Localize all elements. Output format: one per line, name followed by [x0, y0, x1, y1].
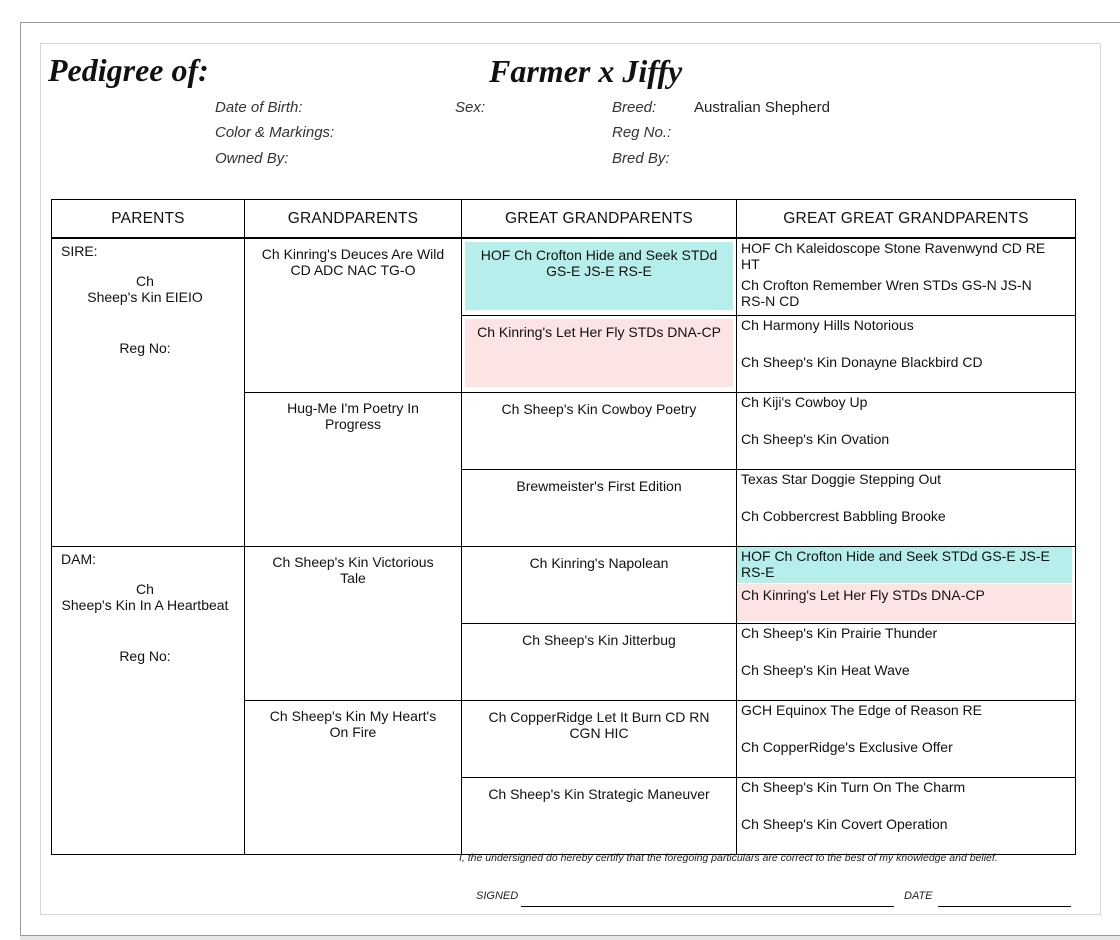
great-grandparent-cell	[462, 238, 737, 316]
great-great-grandparent-name: Ch Crofton Remember Wren STDs GS-N JS-N RS-N CD	[741, 277, 1032, 309]
great-great-grandparent-name: Ch Sheep's Kin Ovation	[741, 431, 890, 447]
great-great-grandparent-name: HOF Ch Kaleidoscope Stone Ravenwynd CD RE HT	[741, 240, 1046, 272]
column-header-grandparents: GRANDPARENTS	[245, 200, 462, 239]
great-great-grandparent-name: Ch Sheep's Kin Prairie Thunder	[741, 625, 938, 641]
great-great-grandparent-name: Ch Harmony Hills Notorious	[741, 317, 914, 333]
dam-title: Ch	[136, 581, 154, 597]
sire-name: Sheep's Kin EIEIO	[87, 289, 203, 305]
sire-title: Ch	[136, 273, 154, 289]
color-markings-label: Color & Markings:	[215, 124, 335, 141]
dob-label: Date of Birth:	[215, 99, 303, 116]
great-grandparent-cell	[462, 701, 737, 778]
column-header-row	[52, 200, 1076, 239]
great-great-grandparent-name: Texas Star Doggie Stepping Out	[741, 471, 942, 487]
great-great-grandparent-cell	[737, 701, 1076, 778]
signed-label: SIGNED	[476, 890, 519, 902]
great-great-grandparent-cell	[737, 393, 1076, 470]
pedigree-label: Pedigree of:	[48, 52, 209, 88]
grandparent-cell: Ch Sheep's Kin Victorious Tale	[245, 547, 462, 701]
great-great-grandparent-name: Ch Cobbercrest Babbling Brooke	[741, 508, 946, 524]
great-grandparent-cell	[462, 470, 737, 547]
dam-name: Sheep's Kin In A Heartbeat	[61, 597, 229, 613]
dam-cell	[52, 547, 245, 855]
breed-label: Breed:	[612, 99, 657, 116]
grandparent-cell: Ch Sheep's Kin My Heart's On Fire	[245, 701, 462, 855]
great-great-grandparent-cell	[737, 238, 1076, 316]
breed-value: Australian Shepherd	[694, 99, 830, 116]
column-header-parents: PARENTS	[52, 200, 245, 239]
great-grandparent-name: Brewmeister's First Edition	[516, 478, 682, 494]
great-great-grandparent-name: Ch Kinring's Let Her Fly STDs DNA-CP	[741, 587, 985, 603]
sire-role-label: SIRE:	[61, 243, 98, 259]
sex-label: Sex:	[455, 99, 486, 116]
dam-reg-label: Reg No:	[119, 648, 171, 664]
great-grandparent-cell	[462, 316, 737, 393]
date-line[interactable]	[938, 906, 1071, 907]
date-label: DATE	[904, 890, 933, 902]
great-great-grandparent-name: HOF Ch Crofton Hide and Seek STDd GS-E JS-E RS-E	[741, 548, 1050, 580]
great-grandparent-name: Ch Sheep's Kin Cowboy Poetry	[501, 401, 697, 417]
bred-by-label: Bred By:	[612, 150, 670, 167]
sire-name-block	[52, 273, 238, 305]
great-grandparent-name: HOF Ch Crofton Hide and Seek STDd GS-E JS-E RS-E	[480, 247, 718, 279]
great-great-grandparent-cell	[737, 316, 1076, 393]
great-grandparent-name: Ch Sheep's Kin Strategic Maneuver	[488, 786, 710, 802]
viewport-bottom-edge	[20, 936, 1120, 940]
great-great-grandparent-name: Ch Kiji's Cowboy Up	[741, 394, 868, 410]
great-grandparent-name: Ch Kinring's Napolean	[529, 555, 669, 571]
great-grandparent-name: Ch Kinring's Let Her Fly STDs DNA-CP	[477, 324, 721, 340]
dam-name-block	[52, 581, 238, 613]
great-great-grandparent-cell	[737, 778, 1076, 855]
great-great-grandparent-name: GCH Equinox The Edge of Reason RE	[741, 702, 982, 718]
dog-name-title: Farmer x Jiffy	[489, 53, 683, 89]
great-great-grandparent-name: Ch Sheep's Kin Heat Wave	[741, 662, 910, 678]
certification-statement: I, the undersigned do hereby certify that the foregoing particulars are correct to the best of my knowledge and belief.	[459, 852, 998, 864]
sire-reg-label: Reg No:	[119, 340, 171, 356]
great-great-grandparent-cell	[737, 624, 1076, 701]
great-great-grandparent-name: Ch Sheep's Kin Turn On The Charm	[741, 779, 966, 795]
great-grandparent-cell	[462, 393, 737, 470]
great-great-grandparent-cell	[737, 470, 1076, 547]
column-header-great-grandparents: GREAT GRANDPARENTS	[462, 200, 737, 239]
great-grandparent-cell	[462, 778, 737, 855]
great-great-grandparent-name: Ch Sheep's Kin Donayne Blackbird CD	[741, 354, 983, 370]
pedigree-table	[51, 199, 1076, 855]
owned-by-label: Owned By:	[215, 150, 289, 167]
great-grandparent-cell	[462, 547, 737, 624]
great-great-grandparent-name: Ch Sheep's Kin Covert Operation	[741, 816, 948, 832]
dam-role-label: DAM:	[61, 551, 96, 567]
great-grandparent-name: Ch CopperRidge Let It Burn CD RN CGN HIC	[488, 709, 710, 741]
great-grandparent-cell	[462, 624, 737, 701]
great-grandparent-name: Ch Sheep's Kin Jitterbug	[522, 632, 676, 648]
reg-no-label: Reg No.:	[612, 124, 672, 141]
grandparent-cell: Ch Kinring's Deuces Are Wild CD ADC NAC TG-O	[245, 238, 462, 393]
signature-line[interactable]	[521, 906, 894, 907]
great-great-grandparent-name: Ch CopperRidge's Exclusive Offer	[741, 739, 953, 755]
great-great-grandparent-cell	[737, 547, 1076, 624]
sire-cell	[52, 238, 245, 547]
column-header-great-great-grandparents: GREAT GREAT GRANDPARENTS	[737, 200, 1076, 239]
grandparent-cell: Hug-Me I'm Poetry In Progress	[245, 393, 462, 547]
